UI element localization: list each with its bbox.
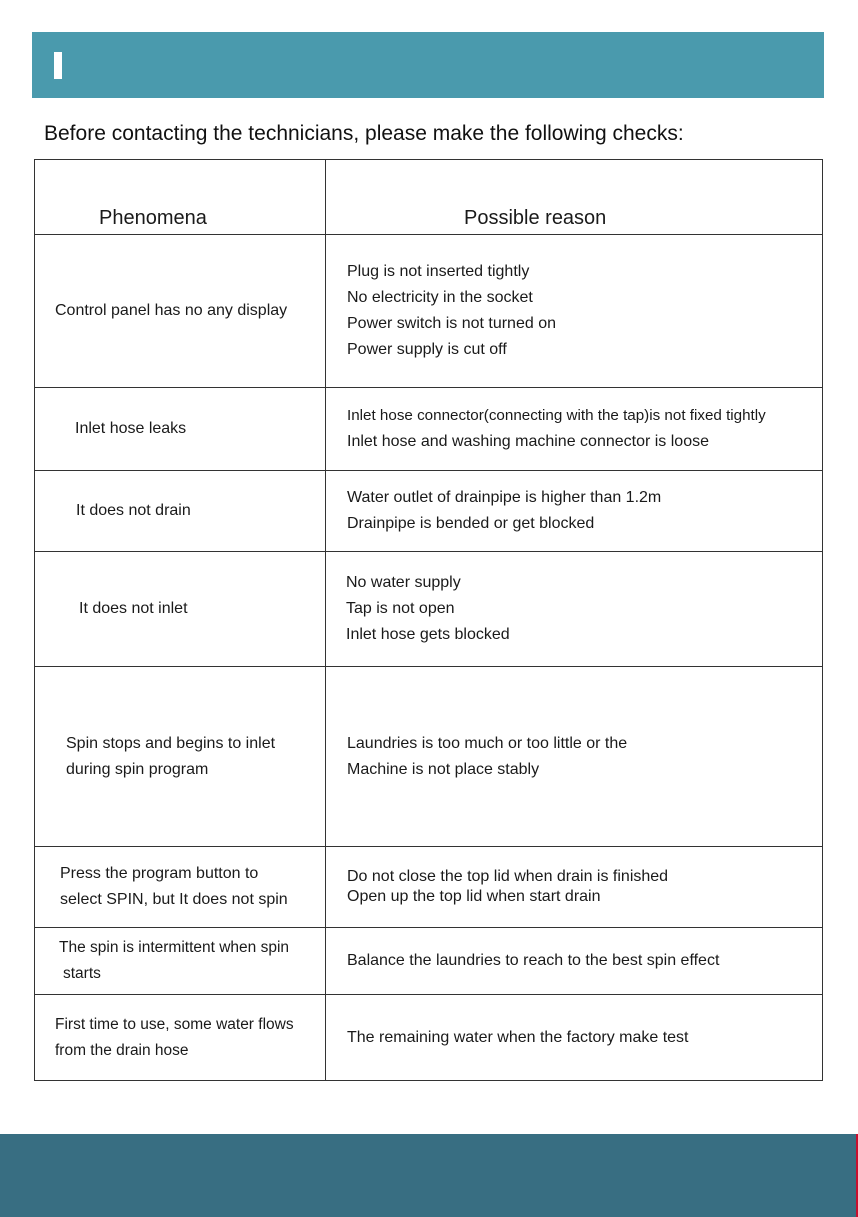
reason-text: Inlet hose and washing machine connector is loose bbox=[347, 433, 709, 450]
phenomena-text: Press the program button to bbox=[60, 865, 259, 882]
phenomena-text: select SPIN, but It does not spin bbox=[60, 891, 288, 908]
reason-text: Plug is not inserted tightly bbox=[347, 263, 530, 280]
reason-text: Drainpipe is bended or get blocked bbox=[347, 515, 595, 532]
reason-text: Power switch is not turned on bbox=[347, 315, 556, 332]
phenomena-cell bbox=[35, 388, 326, 471]
phenomena-cell bbox=[35, 235, 326, 388]
reason-cell bbox=[326, 235, 823, 388]
reason-cell bbox=[326, 388, 823, 471]
phenomena-text: Control panel has no any display bbox=[55, 302, 288, 319]
table-row bbox=[35, 667, 823, 847]
reason-text: Machine is not place stably bbox=[347, 760, 540, 778]
reason-text: Do not close the top lid when drain is finished bbox=[347, 868, 669, 885]
phenomena-text: starts bbox=[63, 965, 101, 982]
troubleshooting-table bbox=[34, 159, 823, 1081]
table-row bbox=[35, 471, 823, 552]
table-row bbox=[35, 388, 823, 471]
phenomena-text: The spin is intermittent when spin bbox=[59, 939, 290, 956]
troubleshooting-table-wrap bbox=[34, 159, 823, 1081]
phenomena-text: It does not inlet bbox=[79, 600, 188, 617]
phenomena-text: Spin stops and begins to inlet bbox=[66, 734, 276, 752]
phenomena-text: Inlet hose leaks bbox=[75, 420, 187, 437]
phenomena-text: It does not drain bbox=[76, 502, 191, 519]
table-header-row bbox=[35, 160, 823, 235]
phenomena-text: First time to use, some water flows bbox=[55, 1015, 294, 1033]
intro-text: Before contacting the technicians, please make the following checks: bbox=[44, 122, 684, 145]
table-row bbox=[35, 995, 823, 1081]
reason-text: Balance the laundries to reach to the best spin effect bbox=[347, 952, 720, 969]
footer-bar bbox=[0, 1134, 856, 1217]
reason-cell bbox=[326, 995, 823, 1081]
table-row bbox=[35, 235, 823, 388]
phenomena-cell bbox=[35, 995, 326, 1081]
reason-cell bbox=[326, 667, 823, 847]
phenomena-text: during spin program bbox=[66, 760, 209, 778]
reason-text: Laundries is too much or too little or the bbox=[347, 734, 628, 752]
phenomena-cell bbox=[35, 471, 326, 552]
reason-cell bbox=[326, 847, 823, 928]
reason-text: Power supply is cut off bbox=[347, 341, 507, 358]
phenomena-cell bbox=[35, 847, 326, 928]
table-row bbox=[35, 552, 823, 667]
header-phenomena: Phenomena bbox=[35, 160, 326, 235]
table-row bbox=[35, 928, 823, 995]
phenomena-cell bbox=[35, 667, 326, 847]
header-banner bbox=[32, 32, 824, 98]
reason-cell bbox=[326, 928, 823, 995]
header-possible-reason: Possible reason bbox=[326, 160, 823, 235]
reason-text: Tap is not open bbox=[346, 600, 455, 617]
reason-text: No electricity in the socket bbox=[347, 289, 533, 306]
reason-cell bbox=[326, 471, 823, 552]
phenomena-cell bbox=[35, 552, 326, 667]
reason-text: Inlet hose gets blocked bbox=[346, 626, 510, 643]
header-marker bbox=[54, 52, 62, 79]
table-row bbox=[35, 847, 823, 928]
reason-text: Inlet hose connector(connecting with the tap)is not fixed tightly bbox=[347, 407, 766, 424]
reason-cell bbox=[326, 552, 823, 667]
reason-text: The remaining water when the factory make test bbox=[347, 1028, 689, 1046]
phenomena-text: from the drain hose bbox=[55, 1041, 189, 1059]
reason-text: Water outlet of drainpipe is higher than 1.2m bbox=[347, 489, 662, 506]
reason-text: No water supply bbox=[346, 574, 461, 591]
phenomena-cell bbox=[35, 928, 326, 995]
reason-text: Open up the top lid when start drain bbox=[347, 888, 601, 905]
